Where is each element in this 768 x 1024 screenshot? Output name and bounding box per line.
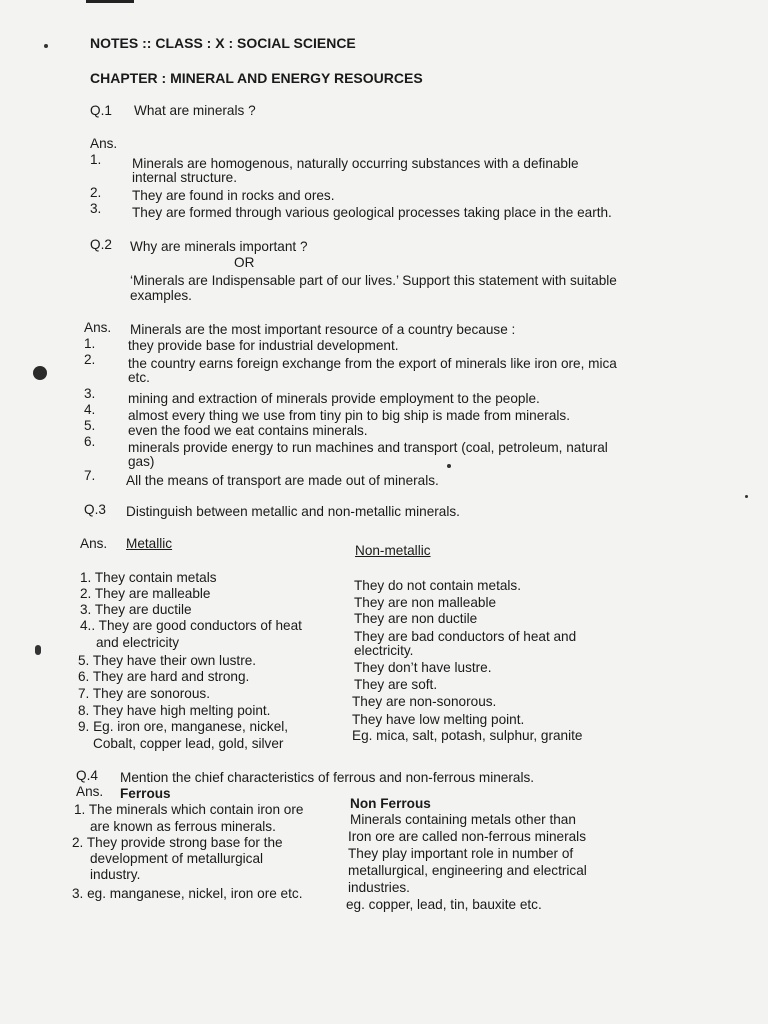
q3-nonmetallic-heading: Non-metallic <box>355 543 431 558</box>
q4-ferrous-row: 3. eg. manganese, nickel, iron ore etc. <box>72 886 303 901</box>
q4-nonferrous-row: industries. <box>348 880 410 895</box>
q2-point-cont: gas) <box>128 454 155 469</box>
q4-nonferrous-row: Minerals containing metals other than <box>350 812 576 827</box>
q4-ferrous-heading: Ferrous <box>120 786 171 801</box>
q2-question: Why are minerals important ? <box>130 239 308 254</box>
q3-metallic-row: 1. They contain metals <box>80 570 217 585</box>
q3-metallic-row: 6. They are hard and strong. <box>78 669 250 684</box>
q2-point-number: 1. <box>84 336 96 351</box>
q3-question: Distinguish between metallic and non-metallic minerals. <box>126 504 460 519</box>
q3-metallic-row: 5. They have their own lustre. <box>78 653 257 668</box>
speck <box>35 645 41 655</box>
q3-metallic-row: 4.. They are good conductors of heat <box>80 618 302 633</box>
q2-point-text: they provide base for industrial development. <box>128 338 399 353</box>
q2-number: Q.2 <box>90 237 112 252</box>
q3-metallic-row: 3. They are ductile <box>80 602 192 617</box>
speck <box>44 44 48 48</box>
q4-ans-label: Ans. <box>76 784 104 799</box>
q3-nonmetallic-row: They are bad conductors of heat and <box>354 629 577 644</box>
q3-nonmetallic-row: Eg. mica, salt, potash, sulphur, granite <box>352 728 583 743</box>
q4-nonferrous-row: metallurgical, engineering and electrical <box>348 863 587 878</box>
q4-nonferrous-heading: Non Ferrous <box>350 796 431 811</box>
q1-point-number: 2. <box>90 185 102 200</box>
q2-alt-question-cont: examples. <box>130 288 192 303</box>
q2-or: OR <box>234 255 255 270</box>
q2-alt-question: ‘Minerals are Indispensable part of our lives.’ Support this statement with suitable <box>130 273 617 288</box>
q3-nonmetallic-row: They are non-sonorous. <box>352 694 497 709</box>
chapter-title: CHAPTER : MINERAL AND ENERGY RESOURCES <box>90 70 423 86</box>
q3-metallic-row: 9. Eg. iron ore, manganese, nickel, <box>78 719 289 734</box>
q2-point-cont: etc. <box>128 370 150 385</box>
q4-ferrous-row: development of metallurgical <box>90 851 264 866</box>
q2-intro: Minerals are the most important resource of a country because : <box>130 322 516 337</box>
scan-edge-mark <box>86 0 134 3</box>
q3-nonmetallic-row: They have low melting point. <box>352 712 525 727</box>
q3-nonmetallic-row: They do not contain metals. <box>354 578 521 593</box>
q3-nonmetallic-row: They don’t have lustre. <box>354 660 492 675</box>
q1-point-text: Minerals are homogenous, naturally occurring substances with a definable <box>132 156 579 171</box>
q3-metallic-row: Cobalt, copper lead, gold, silver <box>93 736 284 751</box>
q2-point-text: almost every thing we use from tiny pin to big ship is made from minerals. <box>128 408 570 423</box>
q3-metallic-heading: Metallic <box>126 536 173 551</box>
q4-number: Q.4 <box>76 768 98 783</box>
q3-nonmetallic-row: electricity. <box>354 643 414 658</box>
q2-point-number: 7. <box>84 468 96 483</box>
q4-ferrous-row: are known as ferrous minerals. <box>90 819 276 834</box>
q4-nonferrous-row: They play important role in number of <box>348 846 574 861</box>
q1-point-number: 1. <box>90 152 102 167</box>
q3-metallic-row: 7. They are sonorous. <box>78 686 210 701</box>
speck <box>447 464 451 468</box>
q4-ferrous-row: industry. <box>90 867 141 882</box>
q3-metallic-row: 8. They have high melting point. <box>78 703 271 718</box>
q2-point-text: All the means of transport are made out of minerals. <box>126 473 439 488</box>
q1-question: What are minerals ? <box>134 103 256 118</box>
speck <box>745 495 748 498</box>
q2-point-text: mining and extraction of minerals provide employment to the people. <box>128 391 540 406</box>
q4-nonferrous-row: Iron ore are called non-ferrous minerals <box>348 829 587 844</box>
q3-ans-label: Ans. <box>80 536 108 551</box>
q3-metallic-row: 2. They are malleable <box>80 586 211 601</box>
q1-point-number: 3. <box>90 201 102 216</box>
q2-point-number: 3. <box>84 386 96 401</box>
q2-point-number: 4. <box>84 402 96 417</box>
q2-point-number: 2. <box>84 352 96 367</box>
q1-point-text: They are formed through various geological processes taking place in the earth. <box>132 205 612 220</box>
q2-point-text: minerals provide energy to run machines and transport (coal, petroleum, natural <box>128 440 608 455</box>
q2-point-text: even the food we eat contains minerals. <box>128 423 368 438</box>
q3-number: Q.3 <box>84 502 106 517</box>
q4-ferrous-row: 2. They provide strong base for the <box>72 835 283 850</box>
q4-question: Mention the chief characteristics of ferrous and non-ferrous minerals. <box>120 770 535 785</box>
q3-metallic-row: and electricity <box>96 635 180 650</box>
q4-nonferrous-row: eg. copper, lead, tin, bauxite etc. <box>346 897 542 912</box>
q3-nonmetallic-row: They are non ductile <box>354 611 478 626</box>
q2-point-text: the country earns foreign exchange from the export of minerals like iron ore, mica <box>128 356 617 371</box>
q3-nonmetallic-row: They are non malleable <box>354 595 497 610</box>
q1-point-cont: internal structure. <box>132 170 238 185</box>
q1-point-text: They are found in rocks and ores. <box>132 188 335 203</box>
q2-point-number: 5. <box>84 418 96 433</box>
q1-ans-label: Ans. <box>90 136 118 151</box>
q3-nonmetallic-row: They are soft. <box>354 677 438 692</box>
q2-point-number: 6. <box>84 434 96 449</box>
notes-title: NOTES :: CLASS : X : SOCIAL SCIENCE <box>90 35 356 51</box>
q2-ans-label: Ans. <box>84 320 112 335</box>
punch-hole-mark <box>33 366 47 380</box>
q4-ferrous-row: 1. The minerals which contain iron ore <box>74 802 304 817</box>
q1-number: Q.1 <box>90 103 112 118</box>
